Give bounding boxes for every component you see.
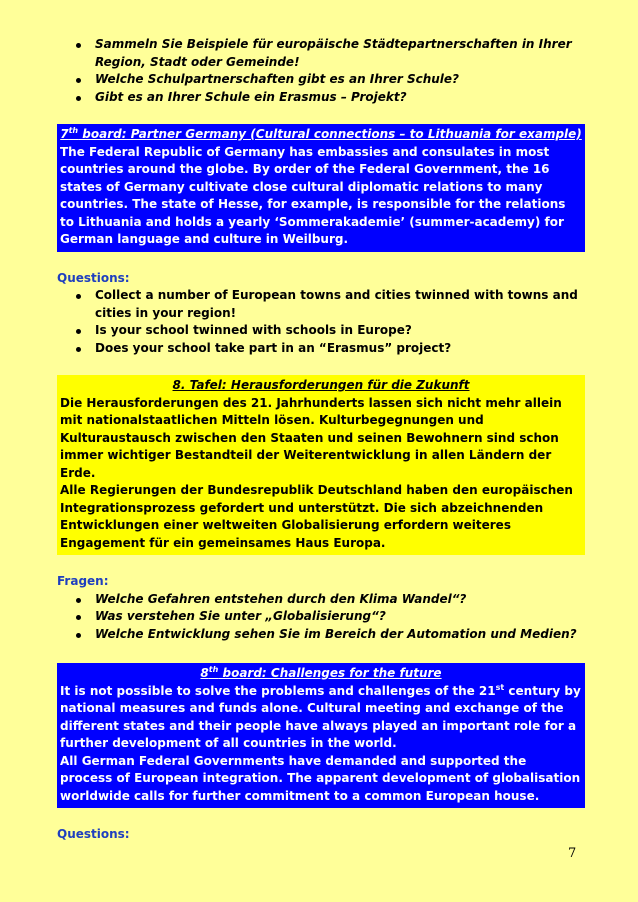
board-7-body: The Federal Republic of Germany has embassies and consulates in most countries around the globe. By order of the Federal Government, the 16 states of Germany cultivate close cultural diplomatic relations to many countries. The state of Hesse, for example, is responsible for the relations to Lithuania and holds a yearly ‘Sommerakademie’ (summer-academy) for German language and culture in Weilburg.: [60, 144, 566, 246]
bullet-icon: [76, 43, 81, 48]
tafel-8-paragraph: Alle Regierungen der Bundesrepublik Deutschland haben den europäischen Integrationsprozess gefordert und unterstützt. Die sich abzeichnenden Entwicklungen einer weltweiten Globalisierung erfordern weiteres Engagement für ein gemeinsames Haus Europa.: [60, 483, 573, 550]
list-item: Sammeln Sie Beispiele für europäische Städtepartnerschaften in Ihrer Region, Stadt oder Gemeinde!: [57, 36, 585, 71]
list-item: Welche Gefahren entstehen durch den Klima Wandel“?: [57, 591, 585, 609]
bullet-icon: [76, 329, 81, 334]
english-question-list: [57, 287, 585, 357]
board-8-heading: 8th board: Challenges for the future: [200, 665, 442, 680]
board-8-box: [57, 663, 585, 808]
document-page: [57, 0, 585, 844]
tafel-8-box: [57, 375, 585, 555]
bullet-icon: [76, 615, 81, 620]
bullet-icon: [76, 347, 81, 352]
fragen-list: [57, 591, 585, 644]
list-item: Gibt es an Ihrer Schule ein Erasmus – Projekt?: [57, 89, 585, 107]
list-item: Welche Entwicklung sehen Sie im Bereich der Automation und Medien?: [57, 626, 585, 644]
bullet-icon: [76, 598, 81, 603]
tafel-8-paragraph: Die Herausforderungen des 21. Jahrhunderts lassen sich nicht mehr allein mit nationalstaatlichen Mitteln lösen. Kulturbegegnungen und Kulturaustausch zwischen den Staaten und seinen Bewohnern sind schon immer wichtiger Bestandteil der Weiterentwicklung in allen Ländern der Erde.: [60, 395, 562, 480]
fragen-label: Fragen:: [57, 574, 109, 588]
list-item: Was verstehen Sie unter „Globalisierung“?: [57, 608, 585, 626]
bullet-icon: [76, 294, 81, 299]
list-item: Is your school twinned with schools in Europe?: [57, 322, 585, 340]
board-7-heading: 7th board: Partner Germany (Cultural connections – to Lithuania for example): [60, 126, 582, 141]
bullet-icon: [76, 78, 81, 83]
questions-label: Questions:: [57, 270, 130, 285]
bullet-icon: [76, 633, 81, 638]
german-question-list: [57, 36, 585, 106]
list-item: Does your school take part in an “Erasmus” project?: [57, 340, 585, 358]
list-item: Collect a number of European towns and cities twinned with towns and cities in your region!: [57, 287, 585, 322]
board-8-paragraph: All German Federal Governments have demanded and supported the process of European integration. The apparent development of globalisation worldwide calls for further commitment to a common European house.: [60, 753, 581, 803]
list-item: Welche Schulpartnerschaften gibt es an Ihrer Schule?: [57, 71, 585, 89]
board-8-paragraph: It is not possible to solve the problems and challenges of the 21st century by national measures and funds alone. Cultural meeting and exchange of the different states and their people have always played an important role for a further development of all countries in the world.: [60, 682, 581, 750]
bullet-icon: [76, 96, 81, 101]
board-7-box: [57, 124, 585, 252]
page-number: 7: [568, 846, 577, 861]
tafel-8-heading: 8. Tafel: Herausforderungen für die Zukunft: [172, 378, 470, 392]
questions-label: Questions:: [57, 827, 130, 841]
